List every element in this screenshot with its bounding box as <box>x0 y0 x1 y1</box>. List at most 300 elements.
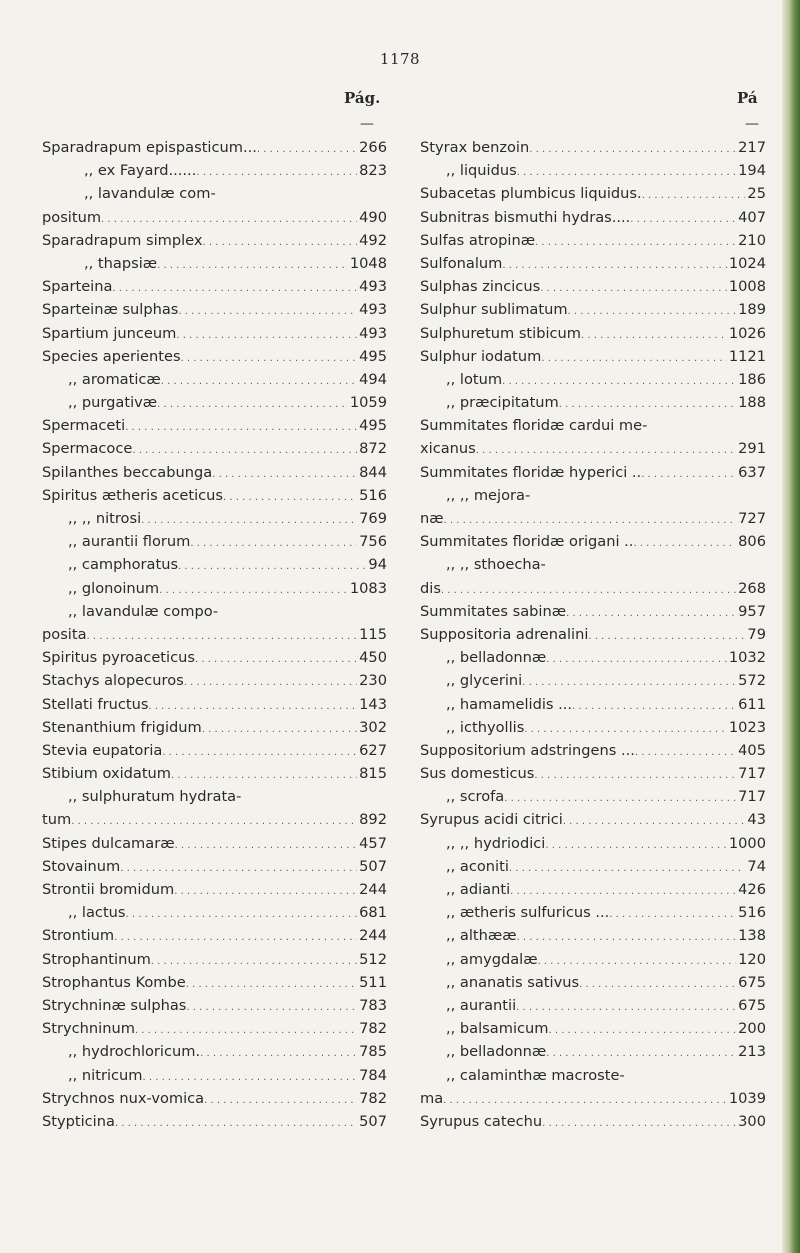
index-entry <box>42 716 387 739</box>
entry-term: Strychninæ sulphas <box>42 996 187 1014</box>
index-entry <box>42 646 387 669</box>
dot-leader <box>87 623 358 646</box>
dot-leader <box>135 1017 357 1040</box>
entry-page-number: 25 <box>747 185 766 203</box>
entry-page-number: 217 <box>738 139 766 156</box>
entry-page-number: 727 <box>738 510 766 527</box>
index-entry <box>420 762 766 785</box>
entry-page-number: 637 <box>738 463 766 481</box>
entry-page-number: 291 <box>738 440 766 458</box>
entry-page-number: 1023 <box>728 718 766 736</box>
entry-term: næ <box>420 510 444 527</box>
index-entry <box>42 298 387 321</box>
dot-leader <box>241 785 385 808</box>
dot-leader <box>174 878 357 901</box>
dot-leader <box>223 484 357 507</box>
dot-leader <box>504 785 736 808</box>
entry-term: Sulphur iodatum <box>420 347 542 365</box>
dot-leader <box>200 1040 357 1063</box>
dot-leader <box>568 298 737 321</box>
index-entry <box>42 1064 387 1087</box>
index-entry <box>42 414 387 437</box>
dot-leader <box>114 924 357 947</box>
entry-term: Sulphuretum stibicum <box>420 324 582 342</box>
index-entry <box>42 437 387 460</box>
index-entry <box>420 345 766 368</box>
dot-leader <box>202 716 357 739</box>
dot-leader <box>148 693 357 716</box>
entry-term: Stachys alopecuros <box>42 672 184 690</box>
index-entry <box>420 159 766 182</box>
index-entry <box>420 808 766 831</box>
entry-term: ma <box>420 1089 444 1107</box>
index-entry <box>420 646 766 669</box>
dot-leader <box>115 1110 357 1133</box>
dot-leader <box>546 553 764 576</box>
dot-leader <box>529 136 736 159</box>
dot-leader <box>120 855 357 878</box>
dot-leader <box>162 739 357 762</box>
index-entry <box>42 206 387 229</box>
entry-term: Syrupus catechu <box>420 1112 543 1130</box>
dot-leader <box>176 322 357 345</box>
index-entry <box>420 994 766 1017</box>
entry-term: Strophantinum <box>42 950 151 968</box>
entry-term: Spiritus pyroaceticus <box>42 649 195 667</box>
dot-leader <box>441 577 736 600</box>
entry-term: ,, aconiti <box>446 857 509 875</box>
index-entry <box>420 368 766 391</box>
entry-page-number: 189 <box>738 301 766 319</box>
entry-term: ,, adianti <box>446 881 511 898</box>
index-entry <box>42 136 387 159</box>
index-entry <box>42 368 387 391</box>
entry-term: Subacetas plumbicus liquidus. <box>420 185 642 203</box>
entry-term: ,, ,, hydriodici <box>446 834 546 852</box>
index-entry <box>420 878 766 901</box>
entry-term: Spermacoce <box>42 440 133 458</box>
index-entry <box>42 669 387 692</box>
dot-leader <box>184 669 357 692</box>
dot-leader <box>161 368 357 391</box>
entry-page-number: 79 <box>747 625 766 643</box>
index-entry <box>42 322 387 345</box>
dot-leader <box>126 901 358 924</box>
dot-leader <box>546 646 727 669</box>
entry-page-number: 94 <box>368 556 387 574</box>
entry-term: Sulfonalum <box>420 254 503 272</box>
page-edge-decoration <box>782 0 800 1253</box>
index-entry <box>420 322 766 345</box>
entry-term: ,, scrofa <box>446 788 505 806</box>
index-entry <box>42 785 387 808</box>
index-entry <box>42 600 387 623</box>
index-entry <box>420 461 766 484</box>
entry-page-number: 74 <box>747 857 766 875</box>
index-entry <box>42 1110 387 1133</box>
index-entry <box>420 229 766 252</box>
entry-page-number: 493 <box>359 301 387 319</box>
dot-leader <box>216 182 385 205</box>
entry-page-number: 426 <box>738 881 766 898</box>
entry-page-number: 194 <box>738 162 766 180</box>
entry-term: ,, ex Fayard...... <box>84 162 197 180</box>
dot-leader <box>141 507 357 530</box>
dot-leader <box>101 206 357 229</box>
dot-leader <box>186 994 357 1017</box>
index-entry <box>42 507 387 530</box>
dot-leader <box>218 600 385 623</box>
dot-leader <box>502 252 727 275</box>
entry-term: ,, glycerini <box>446 672 523 690</box>
index-entry <box>420 1040 766 1063</box>
page-number: 1178 <box>379 50 421 68</box>
index-entry <box>420 182 766 205</box>
entry-page-number: 494 <box>359 370 387 388</box>
entry-term: Spartium junceum <box>42 324 177 342</box>
entry-term: ,, icthyollis <box>446 718 525 736</box>
index-entry <box>42 948 387 971</box>
entry-page-number: 872 <box>359 440 387 458</box>
entry-term: Spilanthes beccabunga <box>42 463 213 481</box>
entry-page-number: 200 <box>738 1020 766 1038</box>
index-entry <box>420 832 766 855</box>
entry-page-number: 1039 <box>728 1089 766 1107</box>
index-entry <box>42 461 387 484</box>
dot-leader <box>509 855 746 878</box>
index-entry <box>420 553 766 576</box>
entry-page-number: 1008 <box>728 278 766 296</box>
entry-page-number: 186 <box>738 370 766 388</box>
entry-term: ,, nitricum <box>68 1066 143 1084</box>
index-entry <box>420 298 766 321</box>
header-rule-left: — <box>360 116 374 132</box>
entry-page-number: 268 <box>738 579 766 597</box>
dot-leader <box>530 484 764 507</box>
dot-leader <box>545 832 726 855</box>
index-entry <box>42 159 387 182</box>
dot-leader <box>171 762 357 785</box>
entry-page-number: 1032 <box>728 649 766 667</box>
dot-leader <box>195 646 357 669</box>
dot-leader <box>443 1087 727 1110</box>
index-entry <box>42 901 387 924</box>
index-column-left <box>42 136 387 1133</box>
entry-term: Summitates sabinæ <box>420 602 567 620</box>
entry-term: Sparadrapum simplex <box>42 231 203 249</box>
index-entry <box>420 530 766 553</box>
dot-leader <box>175 832 358 855</box>
entry-term: Syrupus acidi citrici <box>420 811 563 829</box>
dot-leader <box>641 461 736 484</box>
entry-page-number: 717 <box>738 788 766 806</box>
entry-term: Strychninum <box>42 1020 135 1038</box>
index-entry <box>420 484 766 507</box>
entry-page-number: 188 <box>738 394 766 412</box>
entry-term: ,, aurantii <box>446 996 517 1014</box>
index-entry <box>420 1110 766 1133</box>
dot-leader <box>203 229 358 252</box>
dot-leader <box>524 716 727 739</box>
entry-term: xicanus <box>420 440 476 458</box>
dot-leader <box>517 924 737 947</box>
entry-page-number: 1000 <box>728 834 766 852</box>
entry-page-number: 115 <box>359 625 387 643</box>
entry-page-number: 1048 <box>349 254 387 272</box>
entry-page-number <box>764 553 766 576</box>
entry-term: ,, lavandulæ compo- <box>68 602 219 620</box>
dot-leader <box>581 322 727 345</box>
entry-term: Summitates floridæ origani .. <box>420 533 634 551</box>
dot-leader <box>642 182 746 205</box>
entry-page-number: 815 <box>359 765 387 783</box>
entry-term: Sparadrapum epispasticum... <box>42 139 257 156</box>
index-entry <box>420 971 766 994</box>
entry-page-number: 43 <box>747 811 766 829</box>
index-entry <box>420 669 766 692</box>
entry-page-number: 675 <box>738 973 766 991</box>
entry-term: Strontium <box>42 927 115 945</box>
entry-page-number: 493 <box>359 324 387 342</box>
dot-leader <box>633 530 736 553</box>
entry-term: ,, camphoratus <box>68 556 179 574</box>
index-entry <box>420 785 766 808</box>
entry-page-number: 244 <box>359 927 387 945</box>
dot-leader <box>143 1064 358 1087</box>
dot-leader <box>548 1017 736 1040</box>
dot-leader <box>186 971 357 994</box>
entry-page-number: 405 <box>738 741 766 759</box>
entry-page-number: 1059 <box>349 394 387 412</box>
entry-page-number: 1024 <box>728 254 766 272</box>
dot-leader <box>125 414 357 437</box>
dot-leader <box>476 437 736 460</box>
index-entry <box>42 391 387 414</box>
dot-leader <box>588 623 745 646</box>
entry-page-number: 516 <box>738 904 766 922</box>
entry-term: ,, balsamicum <box>446 1020 549 1038</box>
entry-page-number: 783 <box>359 996 387 1014</box>
index-entry <box>42 577 387 600</box>
index-entry <box>42 878 387 901</box>
entry-page-number: 493 <box>359 278 387 296</box>
dot-leader <box>502 368 736 391</box>
index-entry <box>42 530 387 553</box>
dot-leader <box>151 948 357 971</box>
dot-leader <box>535 229 736 252</box>
index-entry <box>420 739 766 762</box>
index-entry <box>420 924 766 947</box>
index-entry <box>42 553 387 576</box>
entry-page-number: 1121 <box>728 347 766 365</box>
entry-page-number: 1026 <box>728 324 766 342</box>
entry-page-number: 823 <box>359 162 387 180</box>
index-entry <box>42 275 387 298</box>
entry-term: Stipes dulcamaræ <box>42 834 175 852</box>
index-entry <box>420 136 766 159</box>
entry-page-number: 507 <box>359 1112 387 1130</box>
entry-page-number: 457 <box>359 834 387 852</box>
dot-leader <box>510 878 736 901</box>
dot-leader <box>625 1064 764 1087</box>
index-entry <box>42 762 387 785</box>
header-rule-right: — <box>745 116 759 132</box>
dot-leader <box>112 275 357 298</box>
entry-page-number: 492 <box>359 231 387 249</box>
dot-leader <box>159 577 348 600</box>
entry-page-number: 681 <box>359 904 387 922</box>
entry-term: ,, lactus <box>68 904 126 922</box>
index-entry <box>42 693 387 716</box>
entry-term: Stenanthium frigidum <box>42 718 202 736</box>
entry-term: Stevia eupatoria <box>42 741 163 759</box>
entry-page-number: 300 <box>738 1112 766 1130</box>
dot-leader <box>563 808 746 831</box>
dot-leader <box>546 1040 736 1063</box>
dot-leader <box>609 901 736 924</box>
column-header-left: Pág. <box>344 89 381 107</box>
entry-page-number: 675 <box>738 996 766 1014</box>
entry-page-number: 844 <box>359 463 387 481</box>
dot-leader <box>647 414 764 437</box>
entry-term: Summitates floridæ hyperici .. <box>420 463 642 481</box>
entry-term: ,, aurantii florum <box>68 533 191 551</box>
entry-page-number: 806 <box>738 533 766 551</box>
entry-term: Species aperientes <box>42 347 181 365</box>
index-entry <box>420 600 766 623</box>
entry-page-number: 120 <box>738 950 766 968</box>
entry-term: ,, belladonnæ <box>446 1043 547 1061</box>
entry-page-number <box>764 484 766 507</box>
dot-leader <box>204 1087 357 1110</box>
entry-term: dis <box>420 579 441 597</box>
index-entry <box>42 832 387 855</box>
entry-term: Sparteinæ sulphas <box>42 301 179 319</box>
index-entry <box>42 994 387 1017</box>
entry-term: ,, præcipitatum <box>446 394 559 412</box>
index-entry <box>420 391 766 414</box>
entry-term: Spermaceti <box>42 417 126 435</box>
index-entry <box>42 182 387 205</box>
entry-term: ,, hamamelidis ... <box>446 695 573 713</box>
index-entry <box>420 623 766 646</box>
entry-term: Stellati fructus <box>42 695 149 713</box>
index-entry <box>420 507 766 530</box>
index-entry <box>42 924 387 947</box>
entry-term: positum <box>42 208 102 226</box>
index-entry <box>420 901 766 924</box>
dot-leader <box>190 530 357 553</box>
index-column-right <box>420 136 766 1133</box>
column-header-right: Pá <box>737 89 758 107</box>
index-entry <box>420 948 766 971</box>
index-entry <box>42 739 387 762</box>
index-entry <box>420 1064 766 1087</box>
entry-term: ,, ,, sthoecha- <box>446 556 546 574</box>
dot-leader <box>257 136 357 159</box>
dot-leader <box>212 461 357 484</box>
dot-leader <box>517 159 736 182</box>
entry-term: Sus domesticus <box>420 765 535 783</box>
entry-page-number: 230 <box>359 672 387 690</box>
entry-page-number: 244 <box>359 881 387 898</box>
dot-leader <box>71 808 357 831</box>
dot-leader <box>534 762 736 785</box>
index-entry <box>42 855 387 878</box>
index-entry <box>420 437 766 460</box>
entry-term: Spiritus ætheris aceticus <box>42 486 224 504</box>
entry-term: ,, belladonnæ <box>446 649 547 667</box>
entry-page-number: 1083 <box>349 579 387 597</box>
entry-term: Sulphur sublimatum <box>420 301 568 319</box>
dot-leader <box>538 948 737 971</box>
dot-leader <box>181 345 358 368</box>
entry-term: ,, althææ <box>446 927 517 945</box>
entry-page-number: 490 <box>359 208 387 226</box>
entry-page-number: 143 <box>359 695 387 713</box>
index-entry <box>42 808 387 831</box>
dot-leader <box>522 669 736 692</box>
entry-term: Styrax benzoin <box>420 139 530 156</box>
entry-page-number: 266 <box>359 139 387 156</box>
entry-term: ,, ætheris sulfuricus ... <box>446 904 610 922</box>
dot-leader <box>566 600 736 623</box>
entry-term: Summitates floridæ cardui me- <box>420 417 648 435</box>
entry-page-number: 782 <box>359 1020 387 1038</box>
entry-page-number: 495 <box>359 417 387 435</box>
index-entry <box>420 252 766 275</box>
dot-leader <box>630 206 736 229</box>
entry-term: ,, lavandulæ com- <box>84 185 216 203</box>
entry-page-number <box>385 600 387 623</box>
index-entry <box>420 1087 766 1110</box>
entry-page-number: 512 <box>359 950 387 968</box>
dot-leader <box>132 437 357 460</box>
index-entry <box>42 971 387 994</box>
entry-page-number: 784 <box>359 1066 387 1084</box>
entry-term: Sparteina <box>42 278 113 296</box>
entry-term: ,, glonoinum <box>68 579 160 597</box>
index-entry <box>420 577 766 600</box>
dot-leader <box>157 391 348 414</box>
entry-term: Subnitras bismuthi hydras.... <box>420 208 631 226</box>
entry-page-number <box>764 1064 766 1087</box>
entry-page-number: 756 <box>359 533 387 551</box>
dot-leader <box>540 275 727 298</box>
dot-leader <box>178 553 366 576</box>
entry-term: tum <box>42 811 72 829</box>
entry-term: ,, amygdalæ <box>446 950 538 968</box>
entry-page-number: 138 <box>738 927 766 945</box>
dot-leader <box>635 739 736 762</box>
entry-term: Sulfas atropinæ <box>420 231 536 249</box>
entry-page-number: 769 <box>359 510 387 527</box>
dot-leader <box>444 507 737 530</box>
entry-term: ,, lotum <box>446 370 503 388</box>
entry-page-number: 507 <box>359 857 387 875</box>
index-entry <box>42 229 387 252</box>
dot-leader <box>196 159 357 182</box>
entry-term: Stypticina <box>42 1112 115 1130</box>
entry-term: ,, sulphuratum hydrata- <box>68 788 242 806</box>
entry-page-number: 717 <box>738 765 766 783</box>
entry-term: ,, purgativæ <box>68 394 158 412</box>
entry-term: Stibium oxidatum <box>42 765 172 783</box>
entry-page-number: 302 <box>359 718 387 736</box>
dot-leader <box>579 971 736 994</box>
index-entry <box>42 623 387 646</box>
dot-leader <box>516 994 736 1017</box>
